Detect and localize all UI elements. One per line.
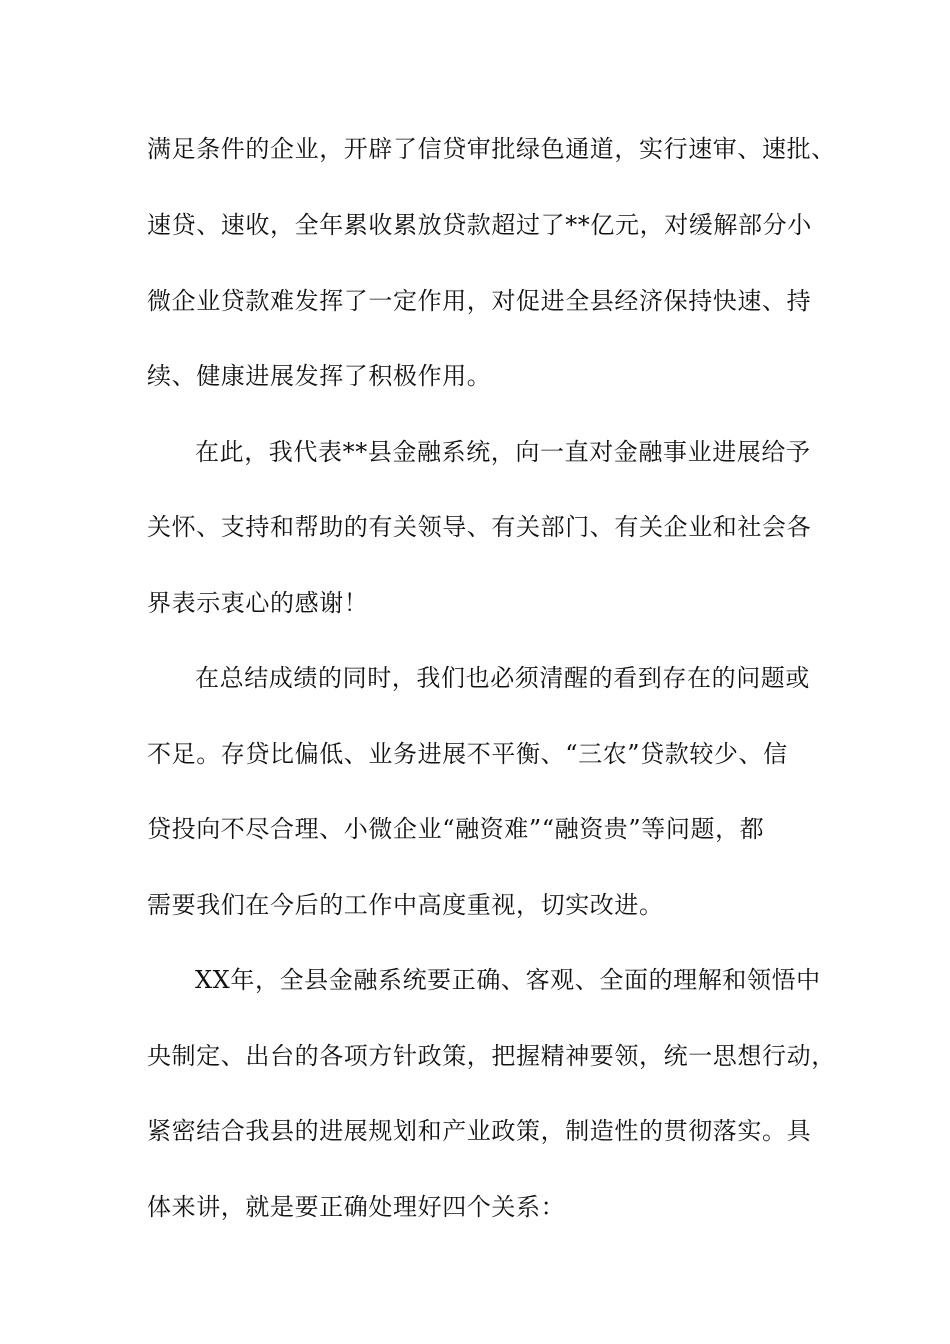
paragraph-line: 贷投向不尽合理、小微企业“融资难”“融资贵”等问题，都 [147, 815, 765, 843]
paragraph-line: 不足。存贷比偏低、业务进展不平衡、“三农”贷款较少、信 [147, 740, 788, 768]
paragraph-line: 界表示衷心的感谢！ [147, 589, 369, 617]
paragraph-first-line: XX年，全县金融系统要正确、客观、全面的理解和领悟中 [195, 966, 821, 994]
paragraph-line: 续、健康进展发挥了积极作用。 [147, 362, 492, 390]
paragraph-line: 满足条件的企业，开辟了信贷审批绿色通道，实行速审、速批、 [147, 135, 836, 163]
paragraph-line: 需要我们在今后的工作中高度重视，切实改进。 [147, 891, 664, 919]
paragraph-first-line: 在此，我代表**县金融系统，向一直对金融事业进展给予 [195, 438, 811, 466]
paragraph-line: 微企业贷款难发挥了一定作用，对促进全县经济保持快速、持 [147, 287, 812, 315]
paragraph-line: 速贷、速收，全年累收累放贷款超过了**亿元，对缓解部分小 [147, 211, 812, 239]
paragraph-line: 紧密结合我县的进展规划和产业政策，制造性的贯彻落实。具 [147, 1117, 812, 1145]
paragraph-line: 体来讲，就是要正确处理好四个关系： [147, 1193, 566, 1221]
paragraph-line: 关怀、支持和帮助的有关领导、有关部门、有关企业和社会各 [147, 513, 812, 541]
paragraph-first-line: 在总结成绩的同时，我们也必须清醒的看到存在的问题或 [195, 664, 810, 692]
paragraph-line: 央制定、出台的各项方针政策，把握精神要领，统一思想行动， [147, 1042, 836, 1070]
